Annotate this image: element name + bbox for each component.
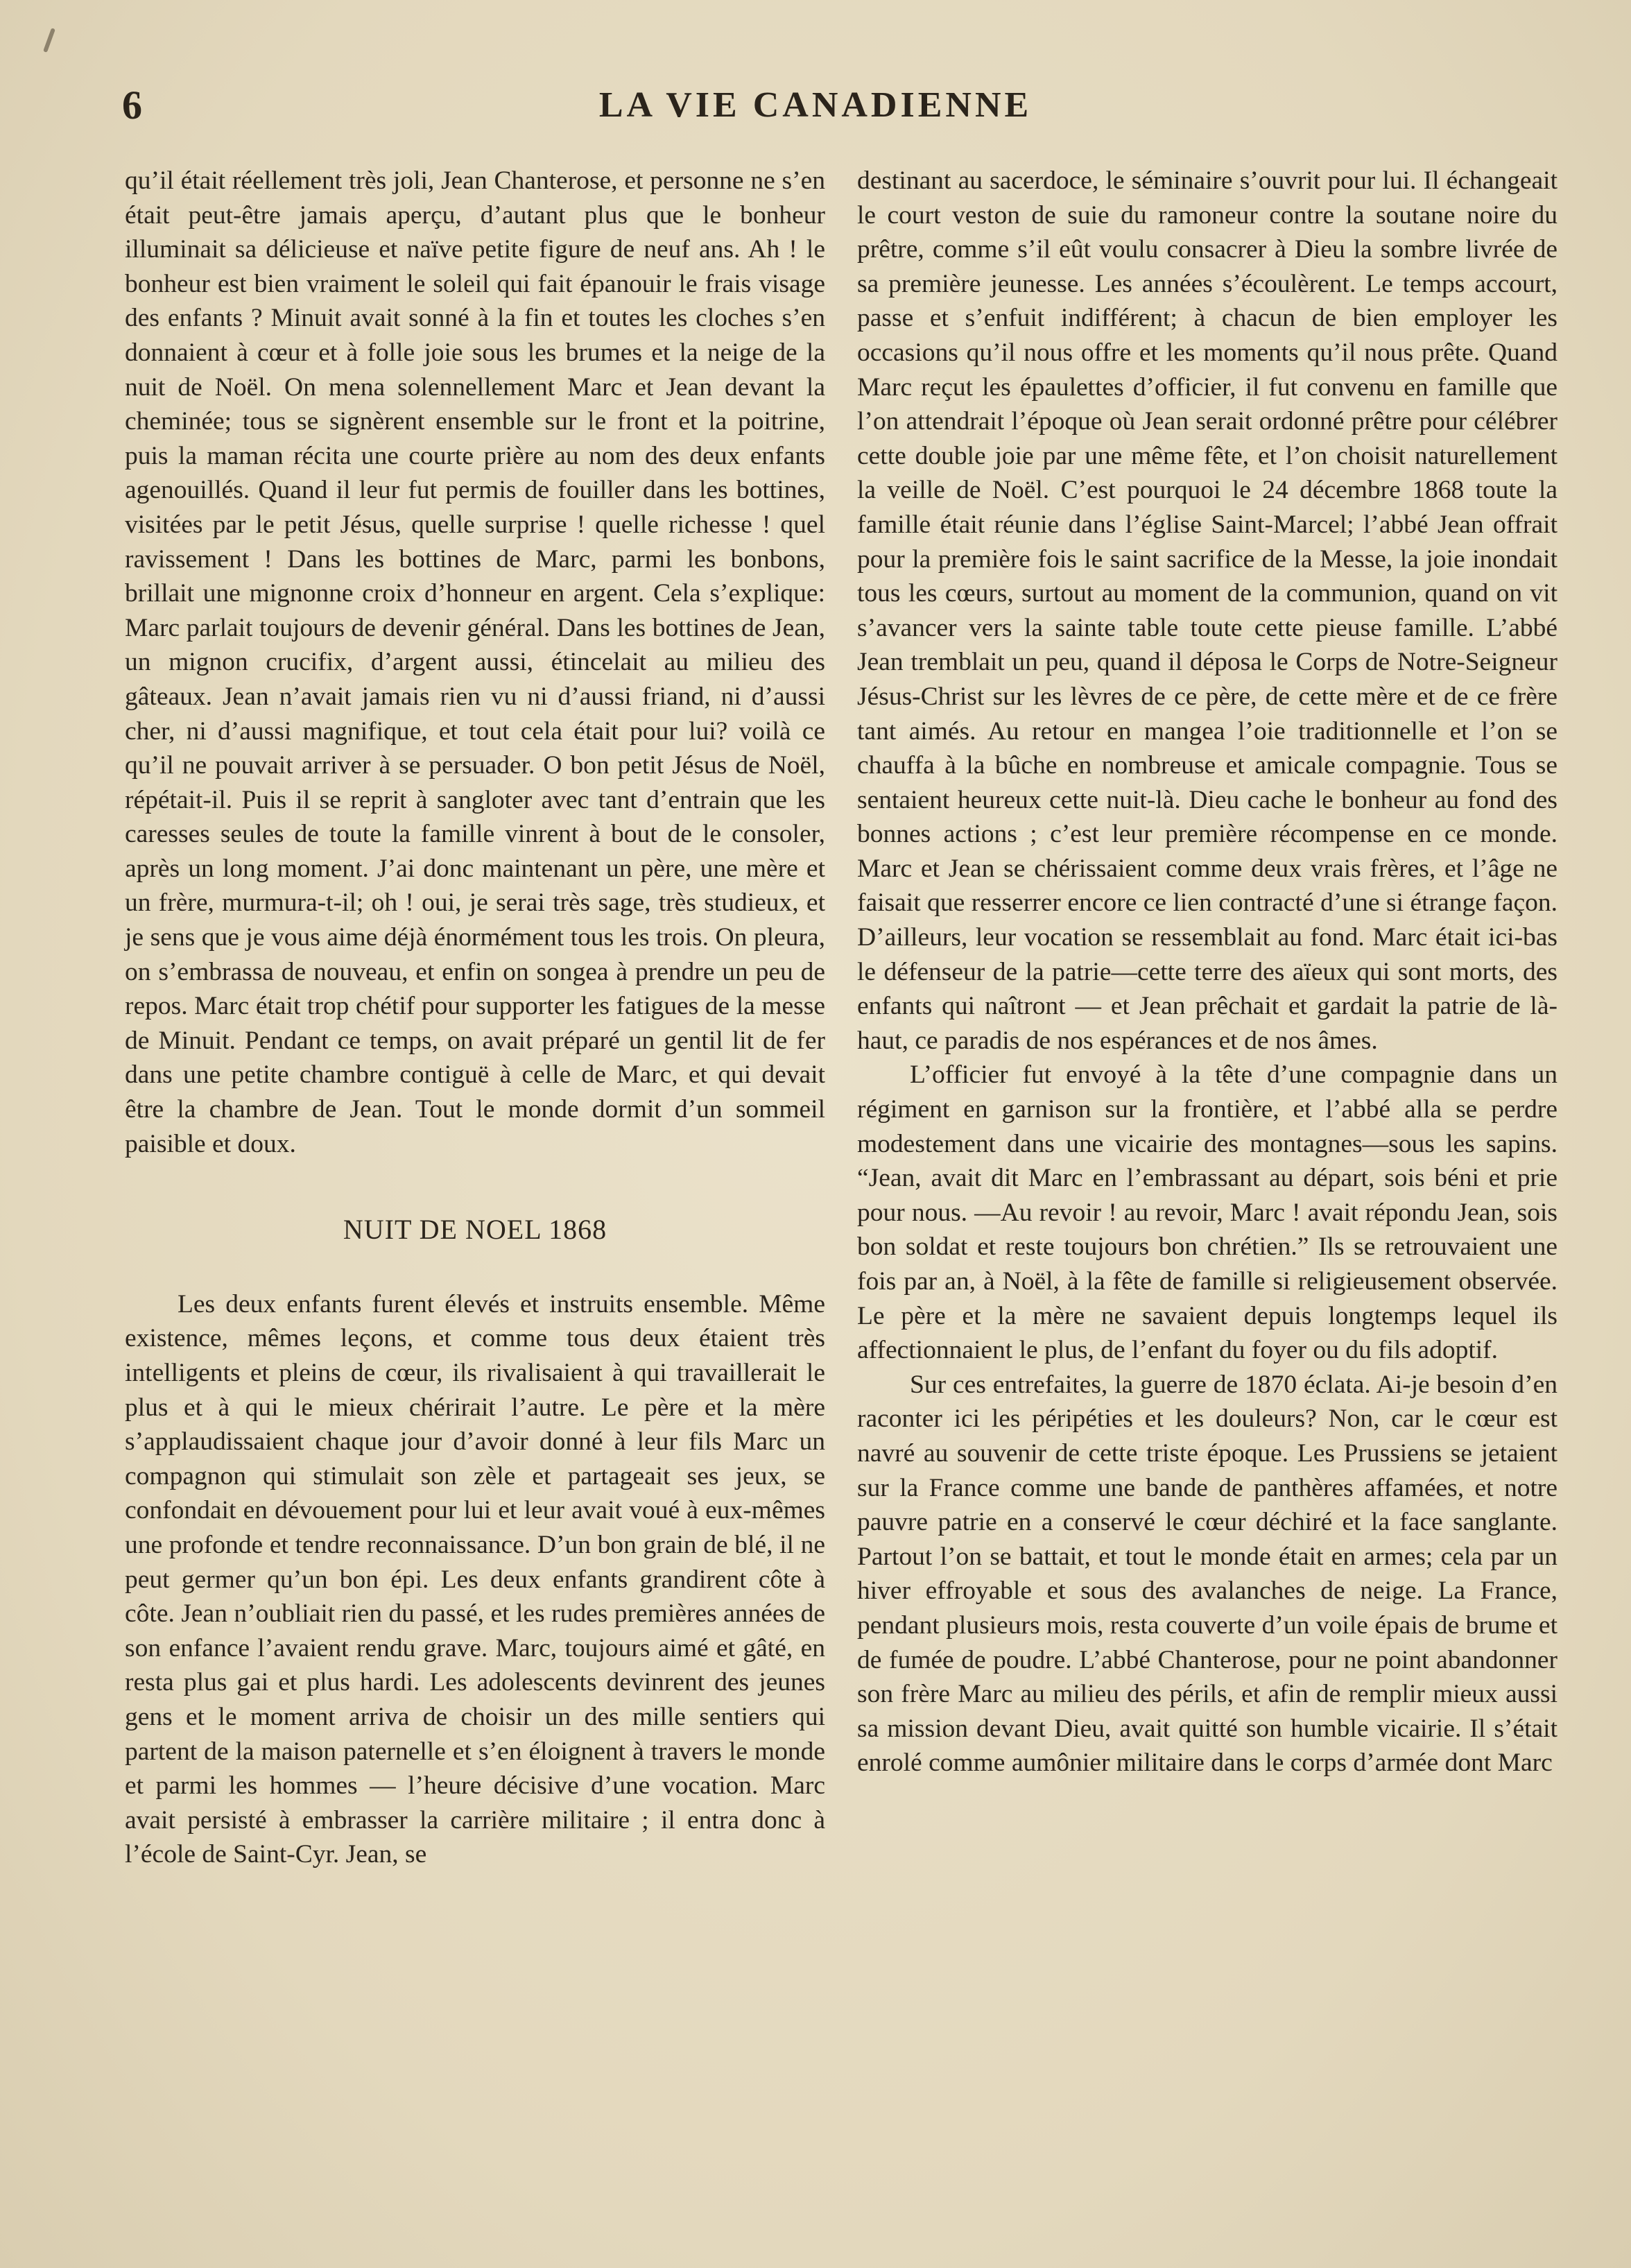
pencil-mark: [43, 28, 55, 53]
page-number: 6: [122, 83, 144, 128]
left-paragraph-1: qu’il était réellement très joli, Jean Chanterose, et personne ne s’en était peut-être jamais aperçu, d’autant plus que le bonheur illuminait sa délicieuse et naïve petite figure de neuf ans. Ah ! le bonheur est bien vraiment le soleil qui fait épanouir le frais visage des enfants ? Minuit avait sonné à la fin et toutes les cloches s’en donnaient à cœur et à folle joie sous les brumes et la neige de la nuit de Noël. On mena solennellement Marc et Jean devant la cheminée; tous se signèrent ensemble sur le front et la poitrine, puis la maman récita une courte prière au nom des deux enfants agenouillés. Quand il leur fut permis de fouiller dans les bottines, visitées par le petit Jésus, quelle surprise ! quelle richesse ! quel ravissement ! Dans les bottines de Marc, parmi les bonbons, brillait une mignonne croix d’honneur en argent. Cela s’explique: Marc parlait toujours de devenir général. Dans les bottines de Jean, un mignon crucifix, d’argent aussi, étincelait au milieu des gâteaux. Jean n’avait jamais rien vu ni d’aussi friand, ni d’aussi cher, ni d’aussi magnifique, et tout cela était pour lui? voilà ce qu’il ne pouvait arriver à se persuader. O bon petit Jésus de Noël, répétait-il. Puis il se reprit à sangloter avec tant d’entrain que les caresses seules de toute la famille vinrent à bout de le consoler, après un long moment. J’ai donc maintenant un père, une mère et un frère, murmura-t-il; oh ! oui, je serai très sage, très studieux, et je sens que je vous aime déjà énormément tous les trois. On pleura, on s’embrassa de nouveau, et enfin on songea à prendre un peu de repos. Marc était trop chétif pour supporter les fatigues de la messe de Minuit. Pendant ce temps, on avait préparé un gentil lit de fer dans une petite chambre contiguë à celle de Marc, et qui devait être la chambre de Jean. Tout le monde dormit d’un sommeil paisible et doux.: [125, 166, 825, 1158]
journal-title: LA VIE CANADIENNE: [598, 85, 1033, 125]
left-paragraph-2: Les deux enfants furent élevés et instruits ensemble. Même existence, mêmes leçons, et comme tous deux étaient très intelligents et pleins de cœur, ils rivalisaient à qui travaillerait le plus et à qui le mieux chérirait l’autre. Le père et la mère s’applaudissaient chaque jour d’avoir donné à leur fils Marc un compagnon qui stimulait son zèle et partageait ses jeux, se confondait en dévouement pour lui et leur avait voué à eux-mêmes une profonde et tendre reconnaissance. D’un bon grain de blé, il ne peut germer qu’un bon épi. Les deux enfants grandirent côte à côte. Jean n’oubliait rien du passé, et les rudes premières années de son enfance l’avaient rendu grave. Marc, toujours aimé et gâté, en resta plus gai et plus hardi. Les adolescents devinrent des jeunes gens et le moment arriva de choisir un des mille sentiers qui partent de la maison paternelle et s’en éloignent à travers le monde et parmi les hommes — l’heure décisive d’une vocation. Marc avait persisté à embrasser la carrière militaire ; il entra donc à l’école de Saint-Cyr. Jean, se: [125, 1289, 825, 1869]
right-paragraph-3: Sur ces entrefaites, la guerre de 1870 éclata. Ai-je besoin d’en raconter ici les péripéties et les douleurs? Non, car le cœur est navré au souvenir de cette triste époque. Les Prussiens se jetaient sur la France comme une bande de panthères affamées, et notre pauvre patrie en a conservé le cœur déchiré et la face sanglante. Partout l’on se battait, et tout le monde était en armes; cela par un hiver effroyable et sous des avalanches de neige. La France, pendant plusieurs mois, resta couverte d’un voile épais de brume et de fumée de poudre. L’abbé Chanterose, pour ne point abandonner son frère Marc au milieu des périls, et afin de remplir mieux aussi sa mission devant Dieu, avait quitté son humble vicairie. Il s’était enrolé comme aumônier militaire dans le corps d’armée dont Marc: [857, 1370, 1557, 1778]
right-column: [857, 164, 1557, 1780]
right-paragraph-2: L’officier fut envoyé à la tête d’une compagnie dans un régiment en garnison sur la frontière, et l’abbé alla se perdre modestement dans une vicairie des montagnes—sous les sapins. “Jean, avait dit Marc en l’embrassant au départ, sois béni et prie pour nous. —Au revoir ! au revoir, Marc ! avait répondu Jean, sois bon soldat et reste toujours bon chrétien.” Ils se retrouvaient une fois par an, à Noël, à la fête de famille si religieusement observée. Le père et la mère ne savaient depuis longtemps lequel ils affectionnaient le plus, de l’enfant du foyer ou du fils adoptif.: [857, 1060, 1557, 1365]
right-paragraph-1: destinant au sacerdoce, le séminaire s’ouvrit pour lui. Il échangeait le court veston de suie du ramoneur contre la soutane noire du prêtre, comme s’il eût voulu consacrer à Dieu la sombre livrée de sa première jeunesse. Les années s’écoulèrent. Le temps accourt, passe et s’enfuit indifférent; à chacun de bien employer les occasions qu’il nous offre et les moments qu’il nous prête. Quand Marc reçut les épaulettes d’officier, il fut convenu en famille que l’on attendrait l’époque où Jean serait ordonné prêtre pour célébrer cette double joie par une même fête, et l’on choisit naturellement la veille de Noël. C’est pourquoi le 24 décembre 1868 toute la famille était réunie dans l’église Saint-Marcel; l’abbé Jean offrait pour la première fois le saint sacrifice de la Messe, la joie inondait tous les cœurs, surtout au moment de la communion, quand on vit s’avancer vers la sainte table toute cette pieuse famille. L’abbé Jean tremblait un peu, quand il déposa le Corps de Notre-Seigneur Jésus-Christ sur les lèvres de ce père, de cette mère et de ce frère tant aimés. Au retour en mangea l’oie traditionnelle et l’on se chauffa à la bûche en nombreuse et amicale compagnie. Tous se sentaient heureux cette nuit-là. Dieu cache le bonheur au fond des bonnes actions ; c’est leur première récompense en ce monde. Marc et Jean se chérissaient comme deux vrais frères, et l’âge ne faisait que resserrer encore ce lien contracté d’une si étrange façon. D’ailleurs, leur vocation se ressemblait au fond. Marc était ici-bas le défenseur de la patrie—cette terre des aïeux qui sont morts, des enfants qui naîtront — et Jean prêchait et gardait la patrie de là-haut, ce paradis de nos espérances et de nos âmes.: [857, 166, 1557, 1055]
section-heading: NUIT DE NOEL 1868: [343, 1214, 607, 1246]
left-column: [125, 164, 825, 1872]
